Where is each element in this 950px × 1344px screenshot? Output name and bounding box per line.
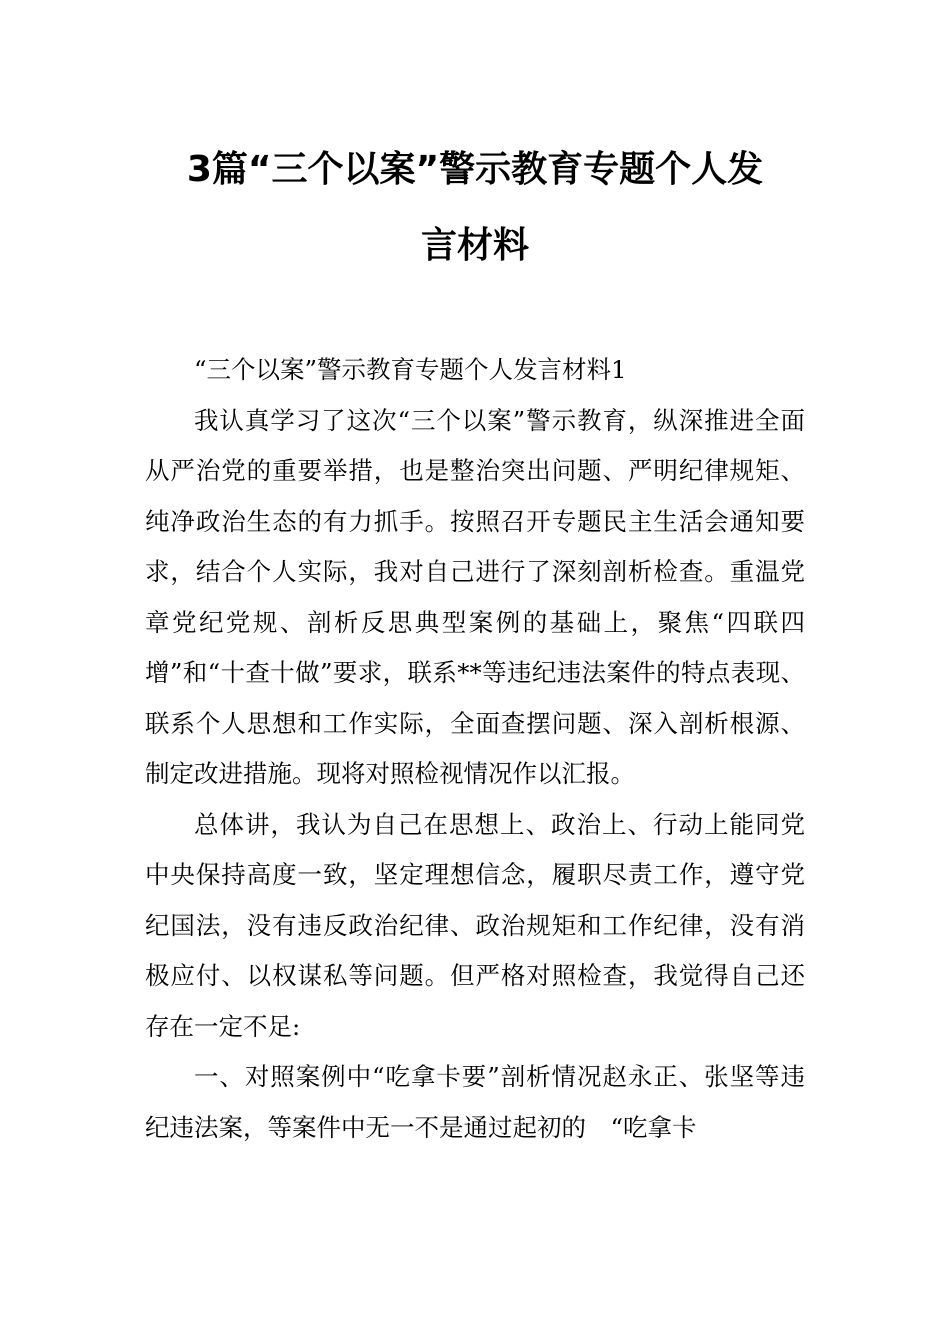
paragraph-section-one: 一、对照案例中“吃拿卡要”剖析情况赵永正、张坚等违纪违法案，等案件中无一不是通过起初的 “吃拿卡 [145,1062,805,1142]
document-title-line-2: 言材料 [420,225,529,266]
paragraph-overview: 总体讲，我认为自己在思想上、政治上、行动上能同党中央保持高度一致，坚定理想信念，履职尽责工作，遵守党纪国法，没有违反政治纪律、政治规矩和工作纪律，没有消极应付、以权谋私等问题。但严格对照检查，我觉得自己还存在一定不足: [145,809,805,1041]
document-body [145,345,805,1153]
document-subtitle: “三个以案”警示教育专题个人发言材料1 [194,355,627,384]
document-title-line-1: 3篇“三个以案”警示教育专题个人发 [186,149,764,190]
paragraph-intro: 我认真学习了这次“三个以案”警示教育，纵深推进全面从严治党的重要举措，也是整治突出问题、严明纪律规矩、纯净政治生态的有力抓手。按照召开专题民主生活会通知要求，结合个人实际，我对自己进行了深刻剖析检查。重温党章党纪党规、剖析反思典型案例的基础上，聚焦“四联四增”和“十查十做”要求，联系**等违纪违法案件的特点表现、联系个人思想和工作实际，全面查摆问题、深入剖析根源、制定改进措施。现将对照检视情况作以汇报。 [145,405,805,788]
